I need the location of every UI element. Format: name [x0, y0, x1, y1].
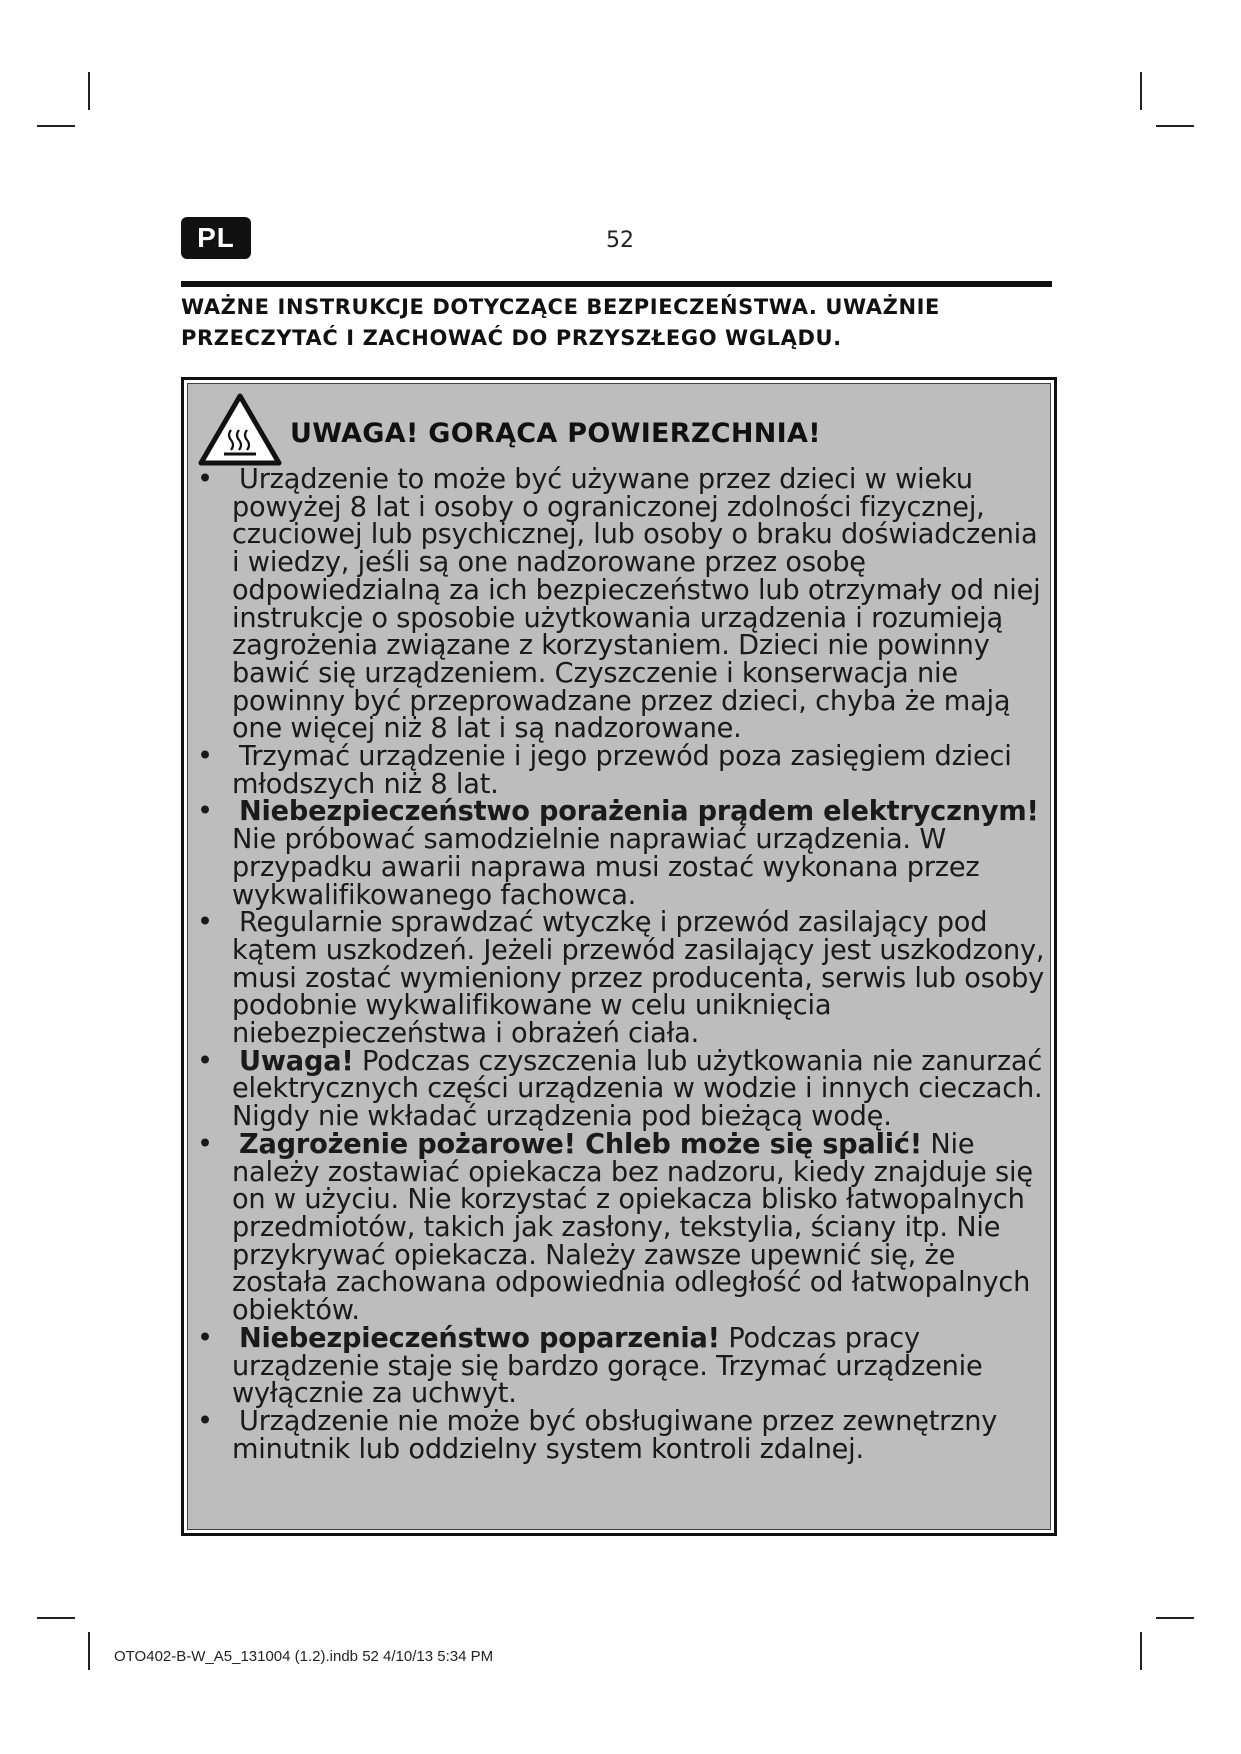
item-text: Urządzenie to może być używane przez dzieci w wieku powyżej 8 lat i osoby o ograniczonej zdolności fizycznej, czuciowej lub psychicznej, lub osoby o braku doświadczenia i wiedzy, jeśli są one nadzorowane przez osobę odpowiedzialną za ich bezpieczeństwo lub otrzymały od niej instrukcje o sposobie użytkowania urządzenia i rozumieją zagrożenia związane z korzystaniem. Dzieci nie powinny bawić się urządzeniem. Czyszczenie i konserwacja nie powinny być przeprowadzane przez dzieci, chyba że mają one więcej niż 8 lat i są nadzorowane. — [232, 464, 1041, 745]
warning-panel — [187, 383, 1051, 1530]
list-item — [188, 798, 1050, 909]
item-bold-text: Niebezpieczeństwo poparzenia! — [239, 1322, 720, 1354]
list-item — [188, 1128, 1050, 1327]
item-text: Urządzenie nie może być obsługiwane przez zewnętrzny minutnik lub oddzielny system kontroli zdalnej. — [232, 1405, 998, 1465]
crop-mark — [1156, 125, 1194, 127]
item-text: Trzymać urządzenie i jego przewód poza zasięgiem dzieci młodszych niż 8 lat. — [232, 741, 1012, 800]
item-bold-text: Niebezpieczeństwo porażenia prądem elektrycznym! — [239, 796, 1039, 828]
language-badge: PL — [181, 217, 251, 259]
item-text: Regularnie sprawdzać wtyczkę i przewód zasilający pod kątem uszkodzeń. Jeżeli przewód zasilający jest uszkodzony, musi zostać wymieniony przez producenta, serwis lub osoby podobnie wykwalifikowane w celu uniknięcia niebezpieczeństwa i obrażeń ciała. — [232, 907, 1045, 1050]
warning-box — [181, 377, 1057, 1536]
safety-heading-line: PRZECZYTAĆ I ZACHOWAĆ DO PRZYSZŁEGO WGLĄDU. — [181, 326, 842, 350]
item-text: Nie próbować samodzielnie naprawiać urządzenia. W przypadku awarii naprawa musi zostać wykonana przez wykwalifikowanego fachowca. — [232, 824, 980, 911]
safety-list — [188, 466, 1050, 1463]
crop-mark — [37, 1617, 75, 1619]
list-item — [188, 466, 1050, 743]
safety-heading-line: WAŻNE INSTRUKCJE DOTYCZĄCE BEZPIECZEŃSTWA. UWAŻNIE — [181, 295, 941, 319]
item-bold-text: Uwaga! — [239, 1045, 354, 1077]
safety-heading — [181, 292, 1071, 354]
warning-title: UWAGA! GORĄCA POWIERZCHNIA! — [290, 418, 821, 449]
hot-surface-warning-icon — [198, 392, 282, 466]
list-item — [188, 1405, 1050, 1465]
item-bold-text: Zagrożenie pożarowe! Chleb może się spalić! — [239, 1128, 922, 1160]
list-item — [188, 1322, 1050, 1410]
page-number: 52 — [606, 228, 634, 253]
crop-mark — [1140, 1632, 1142, 1670]
item-text: Nie należy zostawiać opiekacza bez nadzoru, kiedy znajduje się on w użyciu. Nie korzystać z opiekacza blisko łatwopalnych przedmiotów, takich jak zasłony, tekstylia, ściany itp. Nie przykrywać opiekacza. Należy zawsze upewnić się, że została zachowana odpowiednia odległość od łatwopalnych obiektów. — [232, 1128, 1033, 1327]
print-footer: OTO402-B-W_A5_131004 (1.2).indb 52 4/10/13 5:34 PM — [114, 1648, 494, 1665]
item-text: Podczas pracy urządzenie staje się bardzo gorące. Trzymać urządzenie wyłącznie za uchwyt. — [232, 1322, 983, 1410]
crop-mark — [1140, 72, 1142, 110]
list-item — [188, 743, 1050, 798]
list-item — [188, 909, 1050, 1048]
crop-mark — [1156, 1617, 1194, 1619]
item-text: Podczas czyszczenia lub użytkowania nie zanurzać elektrycznych części urządzenia w wodzie i innych cieczach. Nigdy nie wkładać urządzenia pod bieżącą wodę. — [232, 1045, 1043, 1133]
crop-mark — [88, 1632, 90, 1670]
crop-mark — [88, 72, 90, 110]
crop-mark — [37, 125, 75, 127]
header-rule — [181, 281, 1052, 287]
list-item — [188, 1045, 1050, 1133]
